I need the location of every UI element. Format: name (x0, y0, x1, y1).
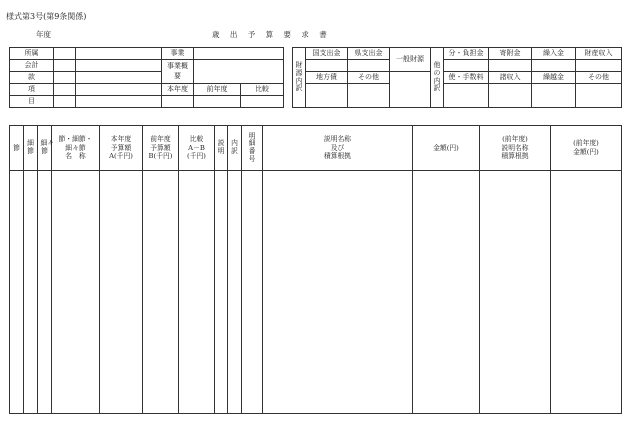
section-code[interactable] (54, 84, 76, 96)
national-value[interactable] (306, 60, 348, 72)
col-description: 説明名称 及び 積算根拠 (263, 126, 413, 171)
account-label: 会計 (10, 60, 54, 72)
section-cell[interactable] (10, 171, 24, 414)
funding-breakdown-label: 財源内訳 (293, 48, 306, 108)
affiliation-code[interactable] (54, 48, 76, 60)
col-prev-amount: (前年度) 金額(円) (551, 126, 622, 171)
affiliation-label: 所属 (10, 48, 54, 60)
col-name: 節・細節・ 細々節 名 称 (52, 126, 100, 171)
col-amount: 金額(円) (413, 126, 480, 171)
carryforward-label: 繰越金 (532, 72, 576, 84)
name-cell[interactable] (52, 171, 100, 414)
section-name[interactable] (76, 84, 162, 96)
item-name[interactable] (76, 72, 162, 84)
col-breakdown: 内訳 (228, 126, 242, 171)
last-year-cell[interactable] (143, 171, 179, 414)
business-field[interactable] (194, 48, 284, 60)
last-year-label: 前年度 (194, 84, 241, 96)
affiliation-name[interactable] (76, 48, 162, 60)
business-label: 事業 (162, 48, 194, 60)
document-title: 歳 出 予 算 要 求 書 (212, 30, 331, 39)
fees-value[interactable] (444, 84, 489, 108)
col-comparison: 比較 A－B (千円) (179, 126, 215, 171)
this-year-label: 本年度 (162, 84, 194, 96)
last-year-value[interactable] (194, 96, 241, 108)
section-label: 項 (10, 84, 54, 96)
prev-description-cell[interactable] (480, 171, 551, 414)
other-value[interactable] (348, 84, 390, 108)
contribution-label: 分・負担金 (444, 48, 489, 60)
prev-amount-cell[interactable] (551, 171, 622, 414)
other-label: その他 (348, 72, 390, 84)
subsection-code[interactable] (54, 96, 76, 108)
comparison-value[interactable] (241, 96, 284, 108)
misc-income-value[interactable] (489, 84, 532, 108)
prefectural-label: 県支出金 (348, 48, 390, 60)
subsection-cell[interactable] (24, 171, 38, 414)
col-last-year: 前年度 予算額 B(千円) (143, 126, 179, 171)
comparison-cell[interactable] (179, 171, 215, 414)
col-explanation: 説明 (215, 126, 228, 171)
expenditure-table (9, 125, 622, 414)
breakdown-cell[interactable] (228, 171, 242, 414)
item-label: 款 (10, 72, 54, 84)
col-subsubsection: 細々節 (38, 126, 52, 171)
account-table (9, 47, 284, 108)
prefectural-value[interactable] (348, 60, 390, 72)
local-bond-label: 地方債 (306, 72, 348, 84)
national-label: 国支出金 (306, 48, 348, 60)
subsection-label: 目 (10, 96, 54, 108)
carryover-label: 繰入金 (532, 48, 576, 60)
business-overview-label: 事業概要 (162, 60, 194, 84)
col-prev-description: (前年度) 説明名称 積算根拠 (480, 126, 551, 171)
donation-label: 寄附金 (489, 48, 532, 60)
carryover-value[interactable] (532, 60, 576, 72)
form-number: 様式第3号(第9条関係) (6, 12, 87, 21)
fiscal-year-label: 年度 (36, 30, 51, 39)
subsection-name[interactable] (76, 96, 162, 108)
business-overview-field[interactable] (194, 60, 284, 84)
item-code[interactable] (54, 72, 76, 84)
this-year-value[interactable] (162, 96, 194, 108)
description-cell[interactable] (263, 171, 413, 414)
detail-number-cell[interactable] (242, 171, 263, 414)
general-funds-value[interactable] (390, 72, 431, 108)
amount-cell[interactable] (413, 171, 480, 414)
subsubsection-cell[interactable] (38, 171, 52, 414)
other2-label: その他 (576, 72, 622, 84)
carryforward-value[interactable] (532, 84, 576, 108)
explanation-cell[interactable] (215, 171, 228, 414)
account-name[interactable] (76, 60, 162, 72)
contribution-value[interactable] (444, 60, 489, 72)
property-income-label: 財産収入 (576, 48, 622, 60)
col-detail-number: 明細番号 (242, 126, 263, 171)
col-this-year: 本年度 予算額 A(千円) (100, 126, 143, 171)
account-code[interactable] (54, 60, 76, 72)
property-income-value[interactable] (576, 60, 622, 72)
col-subsection: 細節 (24, 126, 38, 171)
this-year-cell[interactable] (100, 171, 143, 414)
local-bond-value[interactable] (306, 84, 348, 108)
comparison-label: 比較 (241, 84, 284, 96)
col-section: 節 (10, 126, 24, 171)
fees-label: 使・手数料 (444, 72, 489, 84)
other-breakdown-label: 他の内訳 (431, 48, 444, 108)
general-funds-label: 一般財源 (390, 48, 431, 72)
misc-income-label: 諸収入 (489, 72, 532, 84)
funding-table (292, 47, 622, 108)
donation-value[interactable] (489, 60, 532, 72)
other2-value[interactable] (576, 84, 622, 108)
